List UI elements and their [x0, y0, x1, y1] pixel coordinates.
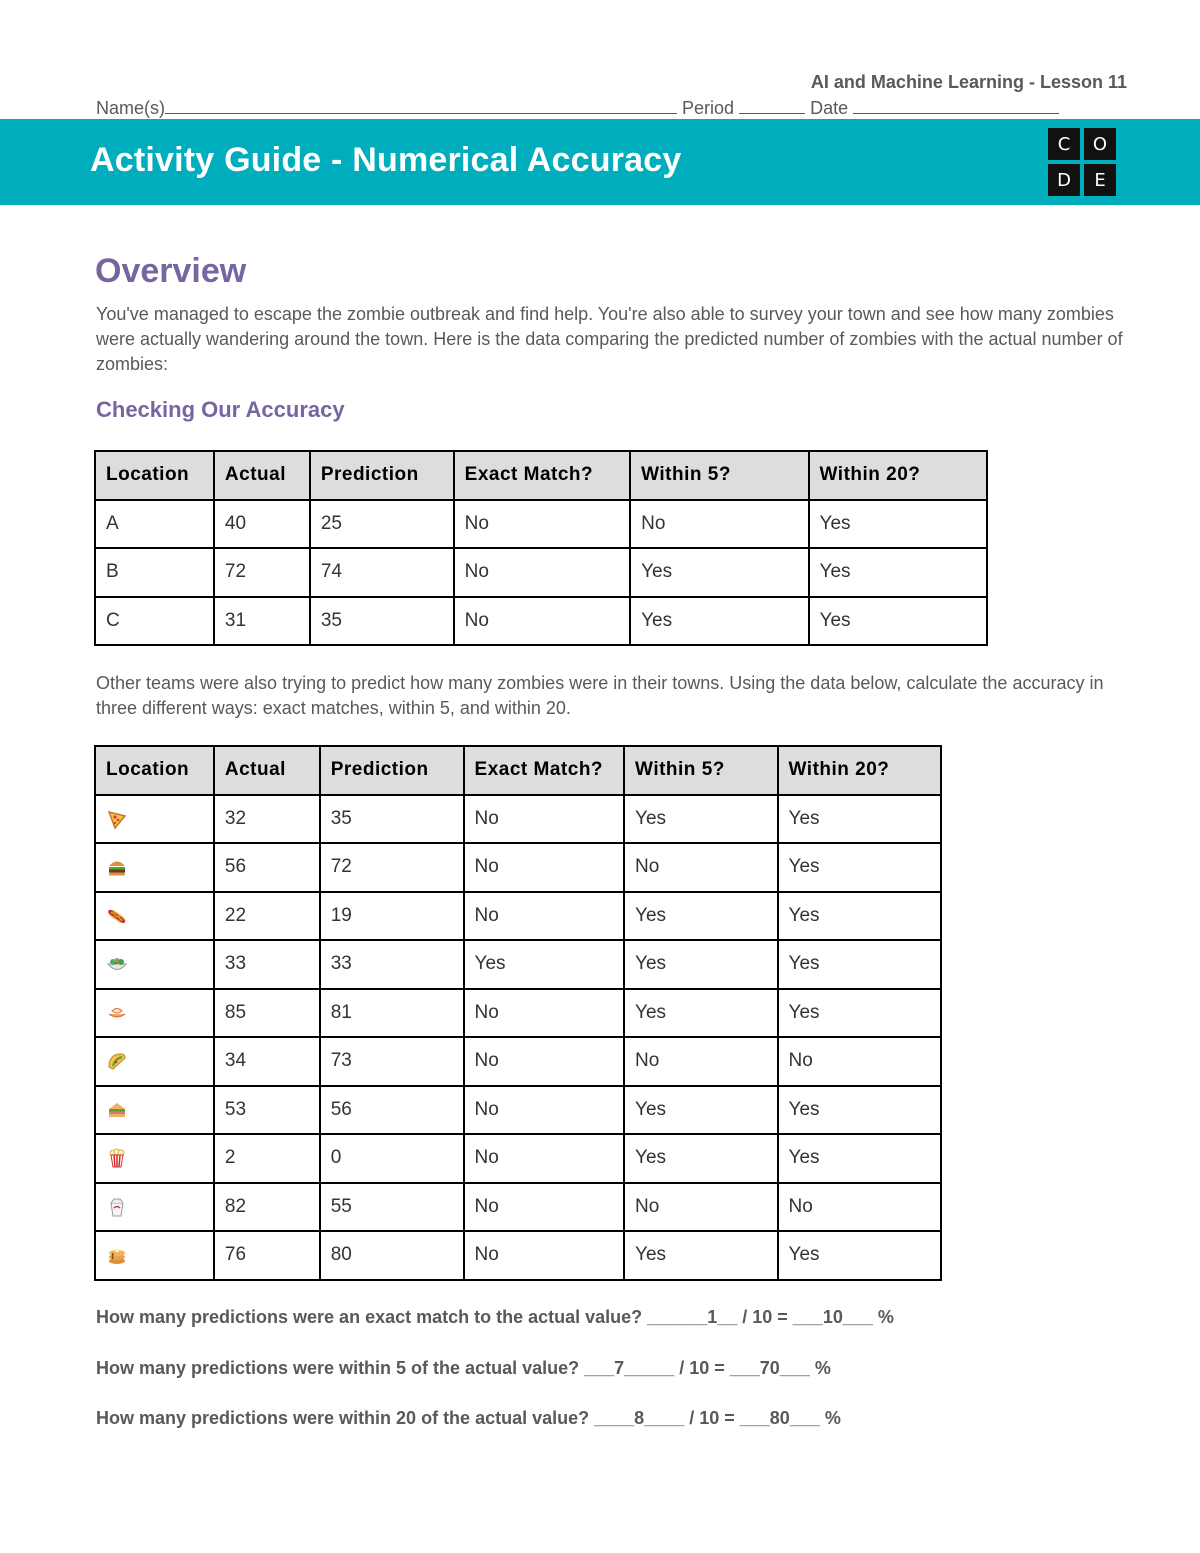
question-text: ___ % — [779, 1358, 831, 1378]
table-cell: 73 — [320, 1037, 464, 1086]
table-row — [95, 940, 941, 989]
table-cell: Yes — [624, 940, 777, 989]
table-cell: No — [464, 1037, 625, 1086]
location-cell — [95, 1086, 214, 1135]
other-teams-paragraph: Other teams were also trying to predict how many zombies were in their towns. Using the data below, calculate the accuracy in three different ways: exact matches, within 5, and within 20. — [96, 673, 1104, 718]
pizza-icon — [106, 808, 128, 830]
answer-percent[interactable]: 70 — [759, 1358, 780, 1378]
table-cell: No — [464, 843, 625, 892]
accuracy-table-2 — [94, 745, 942, 1281]
table-cell: 80 — [320, 1231, 464, 1280]
logo-letter: D — [1048, 164, 1080, 196]
table-cell: 56 — [214, 843, 320, 892]
popcorn-icon — [106, 1147, 128, 1169]
question-exact-match — [96, 1307, 894, 1328]
table-cell: 35 — [320, 795, 464, 844]
table-cell: 32 — [214, 795, 320, 844]
col-within-5: Within 5? — [624, 746, 777, 795]
answer-count[interactable]: 7 — [614, 1358, 625, 1378]
table-header-row — [95, 451, 987, 500]
table-row — [95, 1183, 941, 1232]
table-cell: No — [454, 500, 630, 549]
table-cell: Yes — [809, 597, 987, 646]
table-cell: 34 — [214, 1037, 320, 1086]
col-within-20: Within 20? — [809, 451, 987, 500]
table-cell: Yes — [809, 548, 987, 597]
question-within-20 — [96, 1408, 841, 1429]
table-cell: Yes — [778, 1134, 941, 1183]
code-logo — [1048, 128, 1118, 198]
table-cell: No — [464, 1086, 625, 1135]
col-exact-match: Exact Match? — [464, 746, 625, 795]
table-cell: Yes — [809, 500, 987, 549]
table-cell: Yes — [464, 940, 625, 989]
table-cell: Yes — [778, 940, 941, 989]
period-blank[interactable] — [739, 96, 805, 114]
table-cell: Yes — [778, 989, 941, 1038]
burger-icon — [106, 856, 128, 878]
table-cell: 33 — [214, 940, 320, 989]
table-cell: Yes — [624, 1231, 777, 1280]
answer-count[interactable]: 1 — [707, 1307, 718, 1327]
table-cell: No — [624, 1037, 777, 1086]
table-cell: Yes — [778, 1231, 941, 1280]
date-label: Date — [810, 98, 849, 118]
question-text: ___ % — [789, 1408, 841, 1428]
question-text: How many predictions were an exact match to the actual value? ______ — [96, 1307, 708, 1327]
table-cell: Yes — [624, 1086, 777, 1135]
location-cell — [95, 940, 214, 989]
table-cell: Yes — [778, 1086, 941, 1135]
table-cell: 33 — [320, 940, 464, 989]
col-location: Location — [95, 451, 214, 500]
col-prediction: Prediction — [310, 451, 454, 500]
pancakes-icon — [106, 1244, 128, 1266]
logo-letter: E — [1084, 164, 1116, 196]
table-cell: No — [778, 1183, 941, 1232]
table-row — [95, 1086, 941, 1135]
table-cell: 0 — [320, 1134, 464, 1183]
name-label: Name(s) — [96, 98, 166, 118]
title-banner — [0, 119, 1200, 205]
table-cell: No — [454, 548, 630, 597]
table-cell: 55 — [320, 1183, 464, 1232]
sandwich-icon — [106, 1099, 128, 1121]
table-cell: Yes — [630, 597, 808, 646]
page-title: Activity Guide - Numerical Accuracy — [90, 141, 682, 179]
table-cell: 81 — [320, 989, 464, 1038]
location-cell — [95, 1231, 214, 1280]
table-cell: B — [95, 548, 214, 597]
table-cell: No — [624, 1183, 777, 1232]
table-cell: No — [454, 597, 630, 646]
table-cell: No — [464, 1231, 625, 1280]
table-row — [95, 1037, 941, 1086]
table-row — [95, 548, 987, 597]
question-text: ____ / 10 = ___ — [644, 1408, 770, 1428]
taco-icon — [106, 1050, 128, 1072]
table-cell: 85 — [214, 989, 320, 1038]
table-cell: 82 — [214, 1183, 320, 1232]
table-cell: Yes — [778, 892, 941, 941]
table-row — [95, 795, 941, 844]
table-cell: 22 — [214, 892, 320, 941]
table-cell: A — [95, 500, 214, 549]
table-cell: Yes — [624, 1134, 777, 1183]
question-text: How many predictions were within 5 of the actual value? ___ — [96, 1358, 615, 1378]
col-exact-match: Exact Match? — [454, 451, 630, 500]
overview-heading: Overview — [95, 252, 247, 290]
table-cell: No — [464, 989, 625, 1038]
logo-letter: O — [1084, 128, 1116, 160]
table-cell: 35 — [310, 597, 454, 646]
logo-letter: C — [1048, 128, 1080, 160]
table-cell: 2 — [214, 1134, 320, 1183]
location-cell — [95, 843, 214, 892]
name-period-date-row — [96, 96, 1059, 119]
table-cell: No — [778, 1037, 941, 1086]
table-cell: Yes — [624, 989, 777, 1038]
answer-percent[interactable]: 80 — [769, 1408, 790, 1428]
table-cell: Yes — [630, 548, 808, 597]
table-cell: C — [95, 597, 214, 646]
table-cell: 40 — [214, 500, 310, 549]
question-text: __ / 10 = ___ — [717, 1307, 823, 1327]
table-cell: 72 — [214, 548, 310, 597]
table-row — [95, 1231, 941, 1280]
col-within-5: Within 5? — [630, 451, 808, 500]
table-cell: Yes — [624, 795, 777, 844]
salad-icon — [106, 953, 128, 975]
table-cell: No — [464, 1183, 625, 1232]
table-cell: No — [464, 892, 625, 941]
col-location: Location — [95, 746, 214, 795]
table-cell: 31 — [214, 597, 310, 646]
table-row — [95, 989, 941, 1038]
location-cell — [95, 1037, 214, 1086]
location-cell — [95, 1183, 214, 1232]
answer-percent[interactable]: 10 — [822, 1307, 843, 1327]
table-row — [95, 500, 987, 549]
question-text: _____ / 10 = ___ — [624, 1358, 760, 1378]
location-cell — [95, 795, 214, 844]
table-cell: 56 — [320, 1086, 464, 1135]
table-cell: 25 — [310, 500, 454, 549]
course-lesson-label: AI and Machine Learning - Lesson 11 — [810, 72, 1127, 92]
table-row — [95, 892, 941, 941]
table-row — [95, 597, 987, 646]
col-prediction: Prediction — [320, 746, 464, 795]
table-cell: 76 — [214, 1231, 320, 1280]
table-row — [95, 1134, 941, 1183]
name-blank[interactable] — [165, 96, 677, 114]
period-label: Period — [682, 98, 735, 118]
table-header-row — [95, 746, 941, 795]
table-cell: Yes — [624, 892, 777, 941]
table-cell: No — [464, 1134, 625, 1183]
table-cell: 19 — [320, 892, 464, 941]
col-actual: Actual — [214, 451, 310, 500]
location-cell — [95, 1134, 214, 1183]
accuracy-table-1 — [94, 450, 988, 646]
checking-accuracy-heading: Checking Our Accuracy — [96, 397, 345, 422]
question-text: ___ % — [842, 1307, 894, 1327]
shrimp-icon — [106, 1002, 128, 1024]
table-cell: Yes — [778, 843, 941, 892]
table-cell: 74 — [310, 548, 454, 597]
col-actual: Actual — [214, 746, 320, 795]
table-cell: No — [630, 500, 808, 549]
overview-paragraph: You've managed to escape the zombie outbreak and find help. You're also able to survey your town and see how many zombies were actually wandering around the town. Here is the data comparing the predicted number of zombies with the actual number of zombies: — [96, 304, 1123, 374]
col-within-20: Within 20? — [778, 746, 941, 795]
table-cell: No — [464, 795, 625, 844]
table-cell: 72 — [320, 843, 464, 892]
takeout-box-icon — [106, 1196, 128, 1218]
answer-count[interactable]: 8 — [634, 1408, 645, 1428]
question-text: How many predictions were within 20 of the actual value? ____ — [96, 1408, 635, 1428]
question-within-5 — [96, 1358, 831, 1379]
location-cell — [95, 989, 214, 1038]
table-cell: Yes — [778, 795, 941, 844]
table-cell: 53 — [214, 1086, 320, 1135]
table-row — [95, 843, 941, 892]
location-cell — [95, 892, 214, 941]
table-cell: No — [624, 843, 777, 892]
hotdog-icon — [106, 905, 128, 927]
date-blank[interactable] — [853, 96, 1059, 114]
